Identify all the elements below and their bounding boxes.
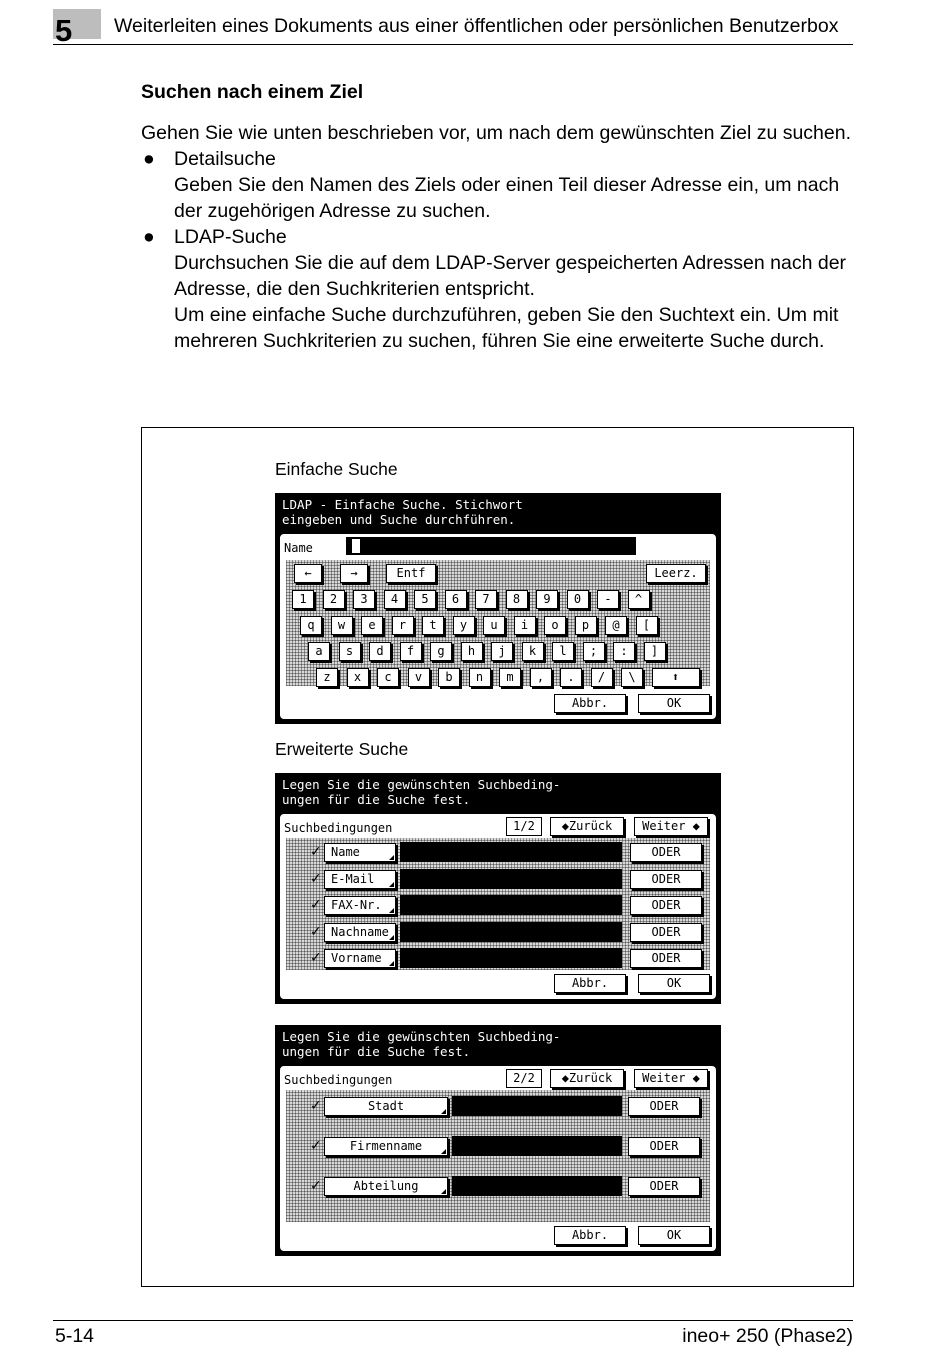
key-button[interactable]: \ xyxy=(621,668,643,687)
key-button[interactable]: u xyxy=(483,616,505,635)
key-button[interactable]: ] xyxy=(644,642,666,661)
key-button[interactable]: 5 xyxy=(414,590,436,609)
dropdown-corner-icon xyxy=(389,961,394,966)
bullet-term: Detailsuche xyxy=(174,148,276,170)
field-selector-button[interactable]: Abteilung xyxy=(324,1177,448,1196)
or-operator-button[interactable]: ODER xyxy=(628,1097,700,1116)
space-button[interactable]: Leerz. xyxy=(646,564,706,583)
header-rule xyxy=(53,44,853,45)
key-button[interactable]: z xyxy=(316,668,338,687)
key-button[interactable]: : xyxy=(613,642,635,661)
key-button[interactable]: c xyxy=(377,668,399,687)
key-button[interactable]: v xyxy=(408,668,430,687)
conditions-label: Suchbedingungen xyxy=(284,821,393,835)
key-button[interactable]: o xyxy=(544,616,566,635)
or-operator-button[interactable]: ODER xyxy=(628,1137,700,1156)
key-button[interactable]: k xyxy=(522,642,544,661)
key-button[interactable]: 6 xyxy=(445,590,467,609)
key-button[interactable]: n xyxy=(469,668,491,687)
running-title: Weiterleiten eines Dokuments aus einer öffentlichen oder persönlichen Benutzerbox xyxy=(114,15,839,37)
screen-panel xyxy=(278,812,718,1001)
key-button[interactable]: e xyxy=(361,616,383,635)
or-operator-button[interactable]: ODER xyxy=(630,870,702,889)
key-button[interactable]: / xyxy=(591,668,613,687)
screen-simple-search xyxy=(275,493,721,724)
dropdown-corner-icon xyxy=(389,855,394,860)
key-button[interactable]: - xyxy=(597,590,619,609)
dropdown-corner-icon xyxy=(389,908,394,913)
intro-paragraph: Gehen Sie wie unten beschrieben vor, um nach dem gewünschten Ziel zu suchen. xyxy=(141,122,852,144)
cursor-right-button[interactable]: → xyxy=(340,564,368,583)
product-name: ineo+ 250 (Phase2) xyxy=(682,1325,853,1347)
page-indicator: 1/2 xyxy=(506,817,542,836)
back-button[interactable]: ◆Zurück xyxy=(550,1069,624,1088)
chapter-number: 5 xyxy=(55,13,73,48)
condition-value-input[interactable] xyxy=(452,1136,622,1156)
key-button[interactable]: i xyxy=(514,616,536,635)
screen-title: Legen Sie die gewünschten Suchbeding- ungen für die Suche fest. xyxy=(276,774,720,812)
name-input[interactable] xyxy=(346,537,636,555)
caption-advanced-search: Erweiterte Suche xyxy=(275,739,409,759)
bullet-ldap-search xyxy=(141,224,853,354)
key-button[interactable]: r xyxy=(392,616,414,635)
bullet-term: LDAP-Suche xyxy=(174,226,287,248)
key-button[interactable]: x xyxy=(347,668,369,687)
bullet-dot: ● xyxy=(143,148,155,170)
key-button[interactable]: y xyxy=(453,616,475,635)
or-operator-button[interactable]: ODER xyxy=(630,949,702,968)
checkbox-checked[interactable]: ✓ xyxy=(310,1098,322,1114)
screen-advanced-search-1 xyxy=(275,773,721,1004)
condition-value-input[interactable] xyxy=(400,948,622,968)
key-button[interactable]: 1 xyxy=(292,590,314,609)
screen-title: Legen Sie die gewünschten Suchbeding- ungen für die Suche fest. xyxy=(276,1026,720,1064)
bullet-detail-search xyxy=(141,146,853,224)
or-operator-button[interactable]: ODER xyxy=(630,896,702,915)
key-button[interactable]: [ xyxy=(636,616,658,635)
key-button[interactable]: s xyxy=(339,642,361,661)
key-button[interactable]: p xyxy=(575,616,597,635)
back-button[interactable]: ◆Zurück xyxy=(550,817,624,836)
checkbox-checked[interactable]: ✓ xyxy=(310,923,322,940)
key-button[interactable]: 8 xyxy=(506,590,528,609)
dropdown-corner-icon xyxy=(389,935,394,940)
cursor-left-button[interactable]: ← xyxy=(294,564,322,583)
key-button[interactable]: 7 xyxy=(475,590,497,609)
name-label: Name xyxy=(284,541,313,555)
checkbox-checked[interactable]: ✓ xyxy=(310,950,322,966)
dropdown-corner-icon xyxy=(389,882,394,887)
condition-value-input[interactable] xyxy=(400,922,622,942)
condition-value-input[interactable] xyxy=(400,842,622,862)
screen-title: LDAP - Einfache Suche. Stichwort eingeben und Suche durchführen. xyxy=(276,494,720,532)
screen-panel xyxy=(278,532,718,721)
key-button[interactable]: m xyxy=(499,668,521,687)
key-button[interactable]: 2 xyxy=(323,590,345,609)
footer-rule xyxy=(53,1320,853,1321)
key-button[interactable]: t xyxy=(422,616,444,635)
next-button[interactable]: Weiter ◆ xyxy=(634,1069,708,1088)
key-button[interactable]: w xyxy=(331,616,353,635)
field-selector-button[interactable]: E-Mail xyxy=(324,870,396,889)
ok-button[interactable]: OK xyxy=(638,694,710,713)
condition-value-input[interactable] xyxy=(452,1096,622,1116)
cancel-button[interactable]: Abbr. xyxy=(554,1226,626,1245)
or-operator-button[interactable]: ODER xyxy=(630,843,702,862)
key-button[interactable]: b xyxy=(438,668,460,687)
field-selector-button[interactable]: Stadt xyxy=(324,1097,448,1116)
condition-value-input[interactable] xyxy=(400,869,622,889)
field-selector-button[interactable]: Vorname xyxy=(324,949,396,968)
condition-value-input[interactable] xyxy=(400,895,622,915)
key-button[interactable]: 3 xyxy=(353,590,375,609)
next-button[interactable]: Weiter ◆ xyxy=(634,817,708,836)
key-button[interactable]: . xyxy=(560,668,582,687)
dropdown-corner-icon xyxy=(441,1109,446,1114)
text-cursor xyxy=(352,539,360,553)
bullet-dot: ● xyxy=(143,226,155,248)
key-button[interactable]: ; xyxy=(583,642,605,661)
key-button[interactable]: ⬆ xyxy=(652,668,700,687)
conditions-label: Suchbedingungen xyxy=(284,1073,393,1087)
checkbox-checked[interactable]: ✓ xyxy=(310,1138,322,1154)
ok-button[interactable]: OK xyxy=(638,974,710,993)
condition-value-input[interactable] xyxy=(452,1176,622,1196)
bullet-text: Durchsuchen Sie die auf dem LDAP-Server gespeicherten Adressen nach der Adresse, die den Suchkriterien entspricht. xyxy=(174,252,847,300)
section-title: Suchen nach einem Ziel xyxy=(141,81,364,103)
key-button[interactable]: ^ xyxy=(628,590,650,609)
field-selector-button[interactable]: Nachname xyxy=(324,923,396,942)
delete-button[interactable]: Entf xyxy=(386,564,436,583)
field-selector-button[interactable]: FAX-Nr. xyxy=(324,896,396,915)
checkbox-checked[interactable]: ✓ xyxy=(310,897,322,913)
key-button[interactable]: 4 xyxy=(384,590,406,609)
field-selector-button[interactable]: Name xyxy=(324,843,396,862)
dropdown-corner-icon xyxy=(441,1149,446,1154)
key-button[interactable]: d xyxy=(369,642,391,661)
key-button[interactable]: h xyxy=(461,642,483,661)
checkbox-checked[interactable]: ✓ xyxy=(310,870,322,887)
key-button[interactable]: f xyxy=(400,642,422,661)
field-selector-button[interactable]: Firmenname xyxy=(324,1137,448,1156)
screen-advanced-search-2 xyxy=(275,1025,721,1256)
screen-panel xyxy=(278,1064,718,1253)
page-number: 5-14 xyxy=(55,1325,95,1347)
or-operator-button[interactable]: ODER xyxy=(630,923,702,942)
checkbox-checked[interactable]: ✓ xyxy=(310,844,322,860)
bullet-text: Um eine einfache Suche durchzuführen, geben Sie den Suchtext ein. Um mit mehreren Suchkriterien zu suchen, führen Sie eine erweiterte Suche durch. xyxy=(174,304,839,352)
key-button[interactable]: q xyxy=(300,616,322,635)
key-button[interactable]: , xyxy=(530,668,552,687)
ok-button[interactable]: OK xyxy=(638,1226,710,1245)
caption-simple-search: Einfache Suche xyxy=(275,459,398,479)
or-operator-button[interactable]: ODER xyxy=(628,1177,700,1196)
key-button[interactable]: @ xyxy=(605,616,627,635)
dropdown-corner-icon xyxy=(441,1189,446,1194)
section-body xyxy=(141,120,853,354)
key-button[interactable]: j xyxy=(491,642,513,661)
key-button[interactable]: a xyxy=(308,642,330,661)
page-indicator: 2/2 xyxy=(506,1069,542,1088)
cancel-button[interactable]: Abbr. xyxy=(554,974,626,993)
key-button[interactable]: g xyxy=(430,642,452,661)
checkbox-checked[interactable]: ✓ xyxy=(310,1178,322,1194)
bullet-text: Geben Sie den Namen des Ziels oder einen Teil dieser Adresse ein, um nach der zugehörigen Adresse zu suchen. xyxy=(174,174,840,222)
key-button[interactable]: 9 xyxy=(536,590,558,609)
cancel-button[interactable]: Abbr. xyxy=(554,694,626,713)
key-button[interactable]: l xyxy=(552,642,574,661)
key-button[interactable]: 0 xyxy=(567,590,589,609)
